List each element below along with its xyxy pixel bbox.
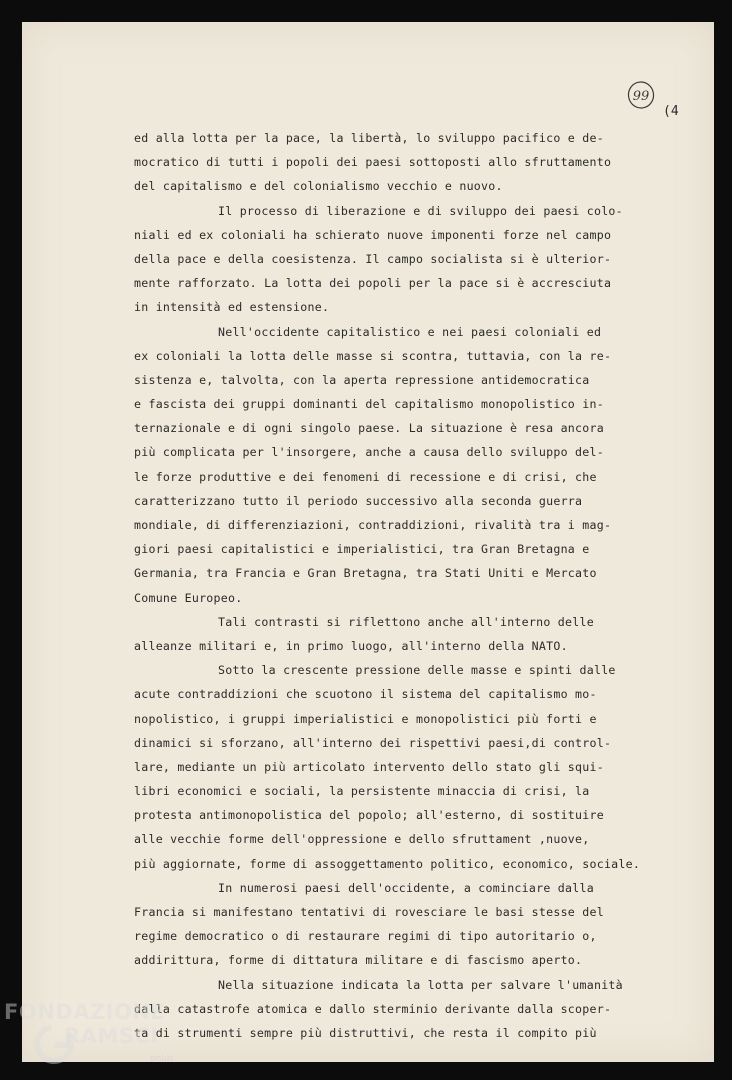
text-line: ta di strumenti sempre più distruttivi, che resta il compito più (134, 1025, 597, 1040)
text-line: Francia si manifestano tentativi di rovesciare le basi stesse del (134, 905, 604, 919)
text-line: Comune Europeo. (134, 590, 243, 605)
text-line: sistenza e, talvolta, con la aperta repressione antidemocratica (134, 372, 590, 387)
text-line: mondiale, di differenziazioni, contraddizioni, rivalità tra i mag- (134, 518, 612, 532)
page-number: (4 (663, 104, 679, 119)
text-line: caratterizzano tutto il periodo successivo alla seconda guerra (134, 493, 583, 508)
text-line: giori paesi capitalistici e imperialistici, tra Gran Bretagna e (134, 542, 590, 557)
text-line: più complicata per l'insorgere, anche a causa dello sviluppo del- (134, 445, 604, 460)
document-body (134, 126, 714, 1045)
text-line: mente rafforzato. La lotta dei popoli per la pace si è accresciuta (134, 276, 612, 291)
text-line: niali ed ex coloniali ha schierato nuove imponenti forze nel campo (134, 227, 612, 242)
paragraph-start-line: In numerosi paesi dell'occidente, a cominciare dalla (218, 880, 594, 895)
text-line: acute contraddizioni che scuotono il sistema del capitalismo mo- (134, 687, 597, 702)
text-line: lare, mediante un più articolato intervento dello stato gli squi- (134, 759, 604, 774)
text-line: dalla catastrofe atomica e dallo sterminio derivante dalla scoper- (134, 1001, 612, 1016)
text-line: più aggiornate, forme di assoggettamento politico, economico, sociale. (134, 856, 641, 871)
text-line: della pace e della coesistenza. Il campo socialista si è ulterior- (134, 251, 612, 266)
text-line: ternazionale e di ogni singolo paese. La situazione è resa ancora (134, 421, 604, 436)
paragraph-start-line: Tali contrasti si riflettono anche all'interno delle (218, 614, 594, 629)
text-line: alle vecchie forme dell'oppressione e dello sfruttament ,nuove, (134, 832, 590, 847)
paragraph-start-line: Il processo di liberazione e di sviluppo dei paesi colo- (218, 203, 623, 218)
text-line: ex coloniali la lotta delle masse si scontra, tuttavia, con la re- (134, 348, 612, 363)
text-line: del capitalismo e del colonialismo vecchio e nuovo. (134, 179, 503, 194)
text-line: nopolistico, i gruppi imperialistici e monopolistici più forti e (134, 711, 597, 726)
text-line: Germania, tra Francia e Gran Bretagna, tra Stati Uniti e Mercato (134, 566, 597, 581)
text-line: in intensità ed estensione. (134, 300, 330, 315)
watermark-sub: onlus (150, 1054, 175, 1064)
text-line: libri economici e sociali, la persistente minaccia di crisi, la (134, 784, 590, 799)
watermark-line2-text: RAMSCI (64, 1024, 159, 1048)
watermark-logo (4, 1000, 194, 1080)
watermark-line2 (64, 1024, 159, 1048)
text-line: protesta antimonopolistica del popolo; all'esterno, di sostituire (134, 808, 604, 823)
text-line: le forze produttive e dei fenomeni di recessione e di crisi, che (134, 469, 597, 484)
text-line: e fascista dei gruppi dominanti del capitalismo monopolistico in- (134, 397, 604, 412)
paragraph-start-line: Nell'occidente capitalistico e nei paesi coloniali ed (218, 324, 602, 339)
text-line: alleanze militari e, in primo luogo, all'interno della NATO. (134, 638, 568, 653)
watermark-line1: FONDAZIONE (4, 1000, 166, 1024)
text-line: dinamici si sforzano, all'interno dei rispettivi paesi,di control- (134, 735, 612, 750)
paragraph-start-line: Sotto la crescente pressione delle masse e spinti dalle (218, 663, 616, 678)
text-line: ed alla lotta per la pace, la libertà, lo sviluppo pacifico e de- (134, 131, 604, 145)
text-line: regime democratico o di restaurare regimi di tipo autoritario o, (134, 929, 597, 944)
text-line: addirittura, forme di dittatura militare e di fascismo aperto. (134, 953, 583, 968)
text-line: mocratico di tutti i popoli dei paesi sottoposti allo sfruttamento (134, 155, 612, 170)
typewritten-page (22, 22, 714, 1062)
paragraph-start-line: Nella situazione indicata la lotta per salvare l'umanità (218, 977, 623, 992)
handwritten-folio-circle-icon (626, 80, 656, 110)
folio-number: 99 (632, 89, 650, 104)
